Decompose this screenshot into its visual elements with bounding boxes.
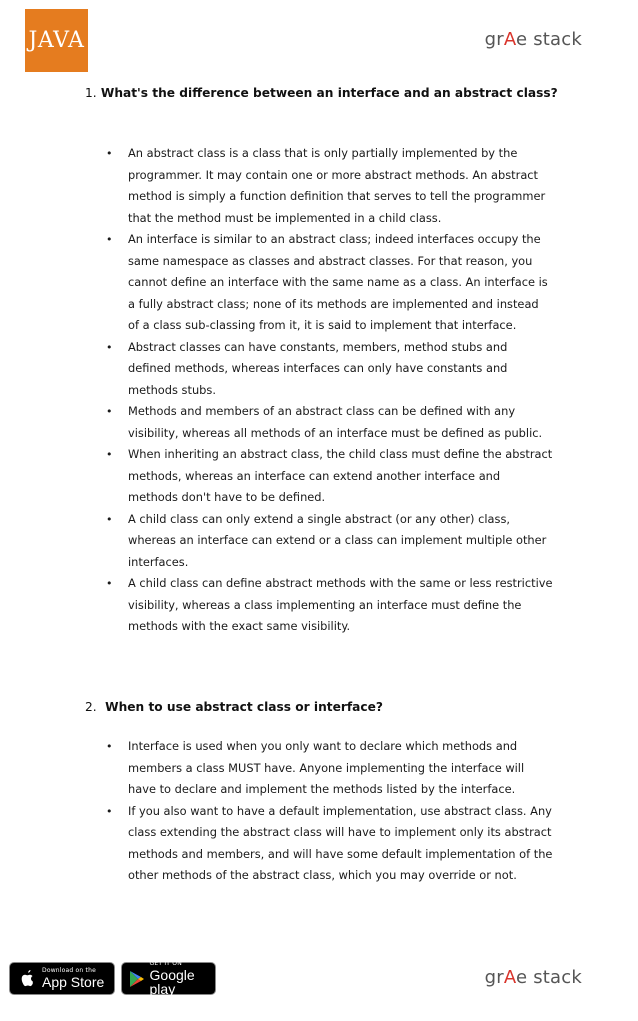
- google-play-badge[interactable]: [121, 962, 216, 995]
- list-item: • Abstract classes can have constants, members, method stubs and defined methods, whereas interfaces can only have constants and methods stubs.: [106, 339, 508, 397]
- question-heading-1: 1. What's the difference between an interface and an abstract class?: [85, 86, 558, 100]
- app-store-badge[interactable]: [9, 962, 115, 995]
- list-item: • If you also want to have a default implementation, use abstract class. Any class extending the abstract class will have to implement only its abstract methods and members, and will have some default implementation of the other methods of the abstract class, which you may override or not.: [106, 803, 553, 882]
- googleplay-big-text: Google play: [149, 967, 195, 997]
- appstore-small-text: Download on the: [42, 967, 96, 974]
- answer-list-2: [0, 736, 638, 887]
- list-item: • An abstract class is a class that is only partially implemented by the programmer. It may contain one or more abstract methods. An abstract method is simply a function definition that serves to tell the programmer that the method must be implemented in a child class.: [106, 146, 546, 225]
- list-item: • An interface is similar to an abstract class; indeed interfaces occupy the same namespace as classes and abstract classes. For that reason, you cannot define an interface with the same name as a class. An interface is a fully abstract class; none of its methods are implemented and instead of a class sub-classing from it, it is said to implement that interface.: [106, 232, 548, 332]
- list-item: • A child class can define abstract methods with the same or less restrictive visibility, whereas a class implementing an interface must define the methods with the exact same visibility.: [106, 576, 553, 633]
- list-item: • Interface is used when you only want to declare which methods and members a class MUST have. Anyone implementing the interface will have to declare and implement the methods listed by the interface.: [106, 739, 525, 796]
- list-item: • Methods and members of an abstract class can be defined with any visibility, whereas all methods of an interface must be defined as public.: [106, 404, 543, 440]
- answer-list-1: [0, 143, 638, 638]
- play-icon: [128, 968, 146, 990]
- list-item: • When inheriting an abstract class, the child class must define the abstract methods, whereas an interface can extend another interface and methods don't have to be defined.: [106, 447, 553, 504]
- googleplay-small-text: GET IT ON: [149, 960, 182, 967]
- java-logo: JAVA: [25, 9, 88, 72]
- question-heading-2: 2. When to use abstract class or interface?: [85, 700, 383, 714]
- gradestack-footer-logo: grAe stack: [484, 967, 582, 988]
- apple-icon: [16, 968, 38, 990]
- appstore-big-text: App Store: [42, 974, 105, 990]
- gradestack-logo: grAe stack: [484, 29, 582, 50]
- list-item: • A child class can only extend a single abstract (or any other) class, whereas an interface can extend or a class can implement multiple other interfaces.: [106, 511, 547, 569]
